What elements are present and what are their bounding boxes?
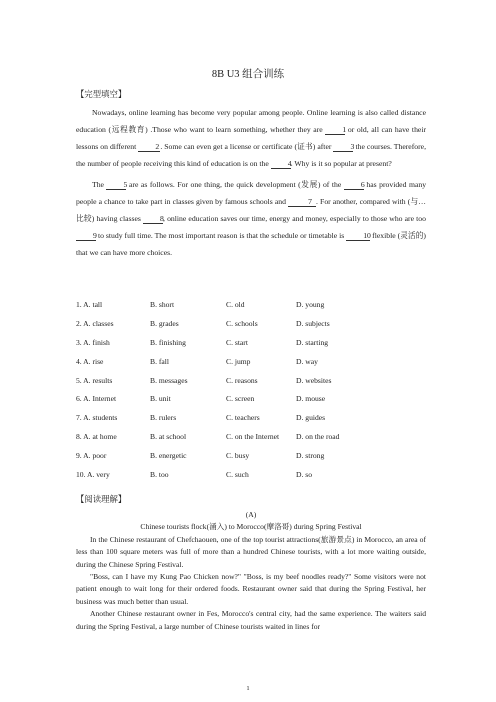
option-c: C. schools — [226, 318, 258, 328]
cloze-blank-8: 8 — [143, 214, 163, 224]
option-c: C. on the Internet — [226, 432, 280, 442]
reading-paragraph-2: "Boss, can I have my Kung Pao Chicken now?" "Boss, is my beef noodles ready?" Some visitors were not patient enough to wait long for their ordered foods. Restaurant owner said that during the Spring Festival, her business was much better than usual. — [76, 572, 426, 606]
cloze-text: to study full time. The most important reason is that the schedule or timetable is — [97, 231, 345, 240]
cloze-text: The — [92, 180, 104, 189]
cloze-text: , online education saves our time, energy and money, especially to those who are too — [163, 214, 426, 223]
option-a: 10. A. very — [76, 470, 110, 480]
option-a: 3. A. finish — [76, 337, 110, 347]
cloze-text: has provided many people a chance to take part in classes given by famous schools and — [76, 180, 427, 206]
option-d: D. on the road — [296, 432, 340, 442]
option-a: 6. A. Internet — [76, 394, 117, 404]
option-a: 2. A. classes — [76, 318, 114, 328]
option-a: 7. A. students — [76, 413, 118, 423]
cloze-text: flexible (灵活的) that we can have more choices. — [76, 231, 426, 257]
cloze-paragraph-2 — [76, 176, 426, 261]
section-heading-cloze: 【完型填空】 — [76, 90, 127, 99]
option-c: C. start — [226, 337, 248, 347]
section-heading-reading: 【阅读理解】 — [76, 495, 127, 504]
option-b: B. fall — [150, 356, 169, 366]
option-c: C. old — [226, 300, 245, 309]
option-c: C. teachers — [226, 413, 260, 423]
option-d: D. way — [296, 356, 318, 366]
cloze-text: the courses. Therefore, the number of people receiving this kind of education is on the — [76, 142, 426, 168]
option-d: D. starting — [296, 337, 329, 347]
option-b: B. finishing — [150, 337, 186, 347]
option-a: 8. A. at home — [76, 432, 117, 442]
cloze-blank-9: 9 — [76, 231, 96, 241]
option-a: 9. A. poor — [76, 451, 107, 461]
option-b: B. grades — [150, 318, 179, 328]
cloze-blank-1: 1 — [325, 125, 345, 135]
cloze-text: are as follows. For one thing, the quick development (发展) of the — [129, 180, 342, 189]
option-d: D. websites — [296, 375, 332, 385]
option-a: 1. A. tall — [76, 300, 103, 309]
reading-paragraph-3: Another Chinese restaurant owner in Fes, Morocco's central city, had the same experience. The waiters said during the Spring Festival, a large number of Chinese tourists waited in lines for — [76, 609, 426, 631]
option-b: B. short — [150, 300, 175, 309]
option-b: B. energetic — [150, 451, 187, 461]
option-d: D. guides — [296, 413, 326, 423]
option-a: 4. A. rise — [76, 356, 104, 366]
cloze-text: . For another, compared with (与…比较) having classes — [76, 197, 426, 223]
cloze-blank-7: 7 — [288, 197, 316, 207]
reading-paragraph-1: In the Chinese restaurant of Chefchaouen, one of the top tourist attractions(旅游景点) in Morocco, an area of less than 100 square meters was full of more than a hundred Chinese tourists, with a lot more waiting outside, during the Chinese Spring Festival. — [76, 534, 426, 569]
cloze-text: Nowadays, online learning has become very popular among people. Online learning is also called distance education (远程教育) .Those who want to learn something, whether they are — [76, 108, 426, 134]
option-a: 5. A. results — [76, 375, 113, 385]
cloze-blank-5: 5 — [106, 180, 126, 190]
cloze-blank-3: 3 — [333, 142, 353, 152]
option-c: C. busy — [226, 451, 250, 461]
cloze-paragraph-1 — [76, 104, 426, 172]
cloze-text: . Some can even get a license or certificate (证书) after — [160, 142, 332, 151]
cloze-text: or old, all can have their lessons on different — [76, 125, 427, 151]
option-c: C. such — [226, 470, 249, 480]
option-d: D. young — [296, 300, 325, 309]
option-d: D. subjects — [296, 318, 330, 328]
cloze-blank-6: 6 — [344, 180, 364, 190]
option-c: C. reasons — [226, 375, 258, 385]
cloze-blank-10: 10 — [346, 231, 370, 241]
option-c: C. screen — [226, 394, 255, 404]
cloze-passage — [76, 104, 426, 261]
page-number: 1 — [246, 685, 250, 692]
option-b: B. unit — [150, 394, 171, 404]
cloze-blank-4: 4 — [271, 159, 291, 169]
option-d: D. mouse — [296, 394, 326, 404]
option-c: C. jump — [226, 356, 251, 366]
cloze-blank-2: 2 — [138, 142, 160, 152]
option-b: B. at school — [150, 432, 187, 442]
passage-label: (A) — [245, 510, 257, 519]
option-b: B. too — [150, 470, 169, 480]
page-title: 8B U3 组合训练 — [211, 69, 285, 80]
passage-heading: Chinese tourists flock(涌入) to Morocco(摩洛哥) during Spring Festival — [140, 522, 362, 532]
reading-passage — [76, 509, 426, 633]
option-b: B. rulers — [150, 413, 177, 423]
option-b: B. messages — [150, 375, 188, 385]
option-d: D. so — [296, 470, 313, 480]
cloze-text: . Why is it so popular at present? — [290, 159, 392, 168]
option-d: D. strong — [296, 451, 325, 461]
